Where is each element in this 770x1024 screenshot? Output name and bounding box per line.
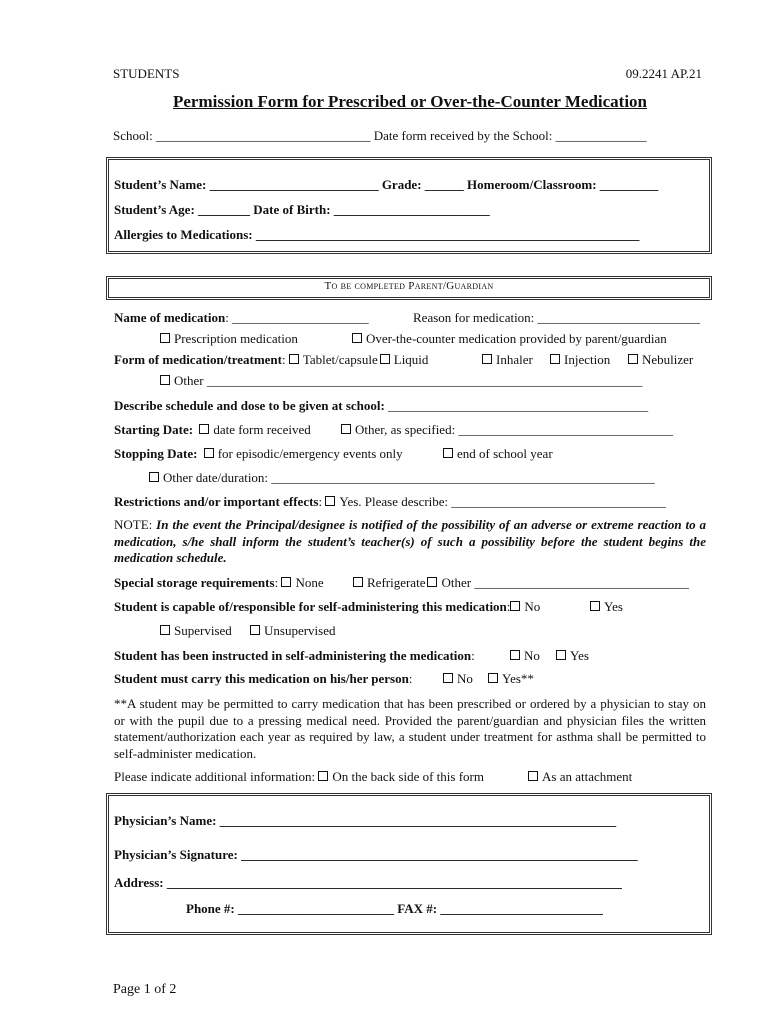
checkbox[interactable] <box>160 625 170 635</box>
attachment-label: As an attachment <box>542 769 633 784</box>
allergies-line: Allergies to Medications: ___________________________________________________________ <box>114 227 640 242</box>
note-text: In the event the Principal/designee is notified of the possibility of an adverse or extreme reaction to a medication, s/he shall inform the student’s teacher(s) of such a possibility before the student begins the medication schedule. <box>114 517 706 565</box>
capable-no-label: No <box>524 599 541 614</box>
date-received-label: date form received <box>213 422 311 437</box>
phone-fax-line: Phone #: ________________________ FAX #: _________________________ <box>186 901 603 916</box>
reason-line: Reason for medication: _________________________ <box>413 310 701 325</box>
injection-option[interactable] <box>550 352 610 368</box>
student-name-line: Student’s Name: __________________________ Grade: ______ Homeroom/Classroom: _________ <box>114 177 659 192</box>
student-age-line: Student’s Age: ________ Date of Birth: ________________________ <box>114 202 490 217</box>
physician-signature-line: Physician’s Signature: _____________________________________________________________ <box>114 847 638 862</box>
other-form-label: Other ___________________________________________________________________ <box>174 373 643 388</box>
checkbox[interactable] <box>482 354 492 364</box>
none-label: None <box>295 575 324 590</box>
unsupervised-label: Unsupervised <box>264 623 336 638</box>
instructed-yes-option[interactable] <box>556 648 589 664</box>
other-duration-option[interactable] <box>149 470 655 486</box>
capable-label: Student is capable of/responsible for self-administering this medication <box>114 599 507 614</box>
carry-yes-label: Yes** <box>502 671 534 686</box>
checkbox[interactable] <box>510 650 520 660</box>
checkbox[interactable] <box>556 650 566 660</box>
carry-yes-option[interactable] <box>488 671 534 687</box>
colon: : <box>274 575 282 590</box>
liquid-checkbox[interactable] <box>380 354 390 364</box>
end-of-year-label: end of school year <box>457 446 553 461</box>
footnote-paragraph: **A student may be permitted to carry medication that has been prescribed or ordered by a physician to stay on or with the pupil due to a pressing medical need. Provided the parent/guardian and physician files the written statement/authorization each year as required by law, a student under treatment for asthma shall be permitted to self-administer medication. <box>114 696 706 761</box>
instructed-yes-label: Yes <box>570 648 589 663</box>
tablet-label: Tablet/capsule <box>302 352 378 367</box>
page-number: Page 1 of 2 <box>113 982 177 997</box>
unsupervised-option[interactable] <box>250 623 336 639</box>
inhaler-label: Inhaler <box>496 352 533 367</box>
capable-line <box>114 599 540 615</box>
restrictions-yes-label: Yes. Please describe: _________________________________ <box>339 494 666 509</box>
note-paragraph <box>114 517 706 567</box>
otc-option[interactable] <box>352 331 667 347</box>
additional-label: Please indicate additional information: <box>114 769 316 784</box>
carry-line <box>114 671 412 687</box>
checkbox[interactable] <box>149 472 159 482</box>
carry-label: Student must carry this medication on his/her person <box>114 671 409 686</box>
checkbox[interactable] <box>353 577 363 587</box>
header-left: STUDENTS <box>113 66 180 81</box>
prescription-option[interactable] <box>160 331 298 347</box>
inhaler-option[interactable] <box>482 352 533 368</box>
attachment-option[interactable] <box>528 769 632 785</box>
other-form-option[interactable] <box>160 373 642 389</box>
header-right: 09.2241 AP.21 <box>625 66 702 81</box>
instructed-line <box>114 648 475 664</box>
capable-yes-option[interactable] <box>590 599 623 615</box>
colon: : <box>318 494 326 509</box>
date-received-checkbox[interactable] <box>199 424 209 434</box>
checkbox[interactable] <box>250 625 260 635</box>
checkbox[interactable] <box>160 375 170 385</box>
episodic-label: for episodic/emergency events only <box>217 446 403 461</box>
colon: : <box>281 352 289 367</box>
injection-label: Injection <box>564 352 611 367</box>
refrigerate-option[interactable] <box>353 575 689 591</box>
form-label: Form of medication/treatment <box>114 352 282 367</box>
checkbox[interactable] <box>590 601 600 611</box>
checkbox[interactable] <box>550 354 560 364</box>
storage-other-checkbox[interactable] <box>427 577 437 587</box>
school-line: School: _________________________________ Date form received by the School: ______________ <box>113 128 647 143</box>
episodic-checkbox[interactable] <box>204 448 214 458</box>
physician-name-line: Physician’s Name: _____________________________________________________________ <box>114 813 617 828</box>
supervised-label: Supervised <box>174 623 232 638</box>
stopping-date-line <box>114 446 403 462</box>
back-side-checkbox[interactable] <box>318 771 328 781</box>
checkbox[interactable] <box>488 673 498 683</box>
restrictions-line <box>114 494 666 510</box>
capable-yes-label: Yes <box>604 599 623 614</box>
colon: : <box>471 648 475 663</box>
stopping-label: Stopping Date: <box>114 446 198 461</box>
restrictions-yes-checkbox[interactable] <box>325 496 335 506</box>
medication-name-blank: : _____________________ <box>225 310 369 325</box>
nebulizer-label: Nebulizer <box>642 352 694 367</box>
colon: : <box>506 599 511 614</box>
schedule-label: Describe schedule and dose to be given at school: <box>114 398 385 413</box>
colon: : <box>408 671 413 686</box>
end-of-year-option[interactable] <box>443 446 553 462</box>
checkbox[interactable] <box>443 673 453 683</box>
restrictions-label: Restrictions and/or important effects <box>114 494 319 509</box>
medication-name-label: Name of medication <box>114 310 226 325</box>
checkbox[interactable] <box>352 333 362 343</box>
back-side-label: On the back side of this form <box>332 769 484 784</box>
carry-no-option[interactable] <box>443 671 473 687</box>
medication-name-line <box>114 310 369 326</box>
checkbox[interactable] <box>528 771 538 781</box>
storage-other-label: Other _________________________________ <box>441 575 689 590</box>
checkbox[interactable] <box>443 448 453 458</box>
starting-date-line <box>114 422 311 438</box>
nebulizer-option[interactable] <box>628 352 693 368</box>
prescription-label: Prescription medication <box>174 331 298 346</box>
other-specified-option[interactable] <box>341 422 673 438</box>
instructed-label: Student has been instructed in self-administering the medication <box>114 648 472 663</box>
form-title: Permission Form for Prescribed or Over-the-Counter Medication <box>173 92 647 111</box>
supervised-option[interactable] <box>160 623 232 639</box>
note-prefix: NOTE: <box>114 517 157 532</box>
liquid-label: Liquid <box>393 352 429 367</box>
schedule-blank: ________________________________________ <box>384 398 649 413</box>
carry-no-label: No <box>457 671 473 686</box>
checkbox[interactable] <box>628 354 638 364</box>
other-specified-label: Other, as specified: _________________________________ <box>355 422 673 437</box>
tablet-checkbox[interactable] <box>289 354 299 364</box>
parent-banner: To be completed Parent/Guardian <box>324 280 494 292</box>
instructed-no-label: No <box>524 648 540 663</box>
checkbox[interactable] <box>160 333 170 343</box>
starting-label: Starting Date: <box>114 422 194 437</box>
refrigerate-label: Refrigerate <box>367 575 426 590</box>
none-checkbox[interactable] <box>281 577 291 587</box>
checkbox[interactable] <box>341 424 351 434</box>
additional-info-line <box>114 769 484 785</box>
instructed-no-option[interactable] <box>510 648 540 664</box>
physician-address-line: Address: ______________________________________________________________________ <box>114 875 622 890</box>
schedule-line <box>114 398 648 414</box>
capable-no-checkbox[interactable] <box>510 601 520 611</box>
storage-line <box>114 575 324 591</box>
other-duration-label: Other date/duration: ___________________________________________________________ <box>163 470 655 485</box>
storage-label: Special storage requirements <box>114 575 275 590</box>
form-of-medication-line <box>114 352 428 368</box>
otc-label: Over-the-counter medication provided by parent/guardian <box>366 331 667 346</box>
